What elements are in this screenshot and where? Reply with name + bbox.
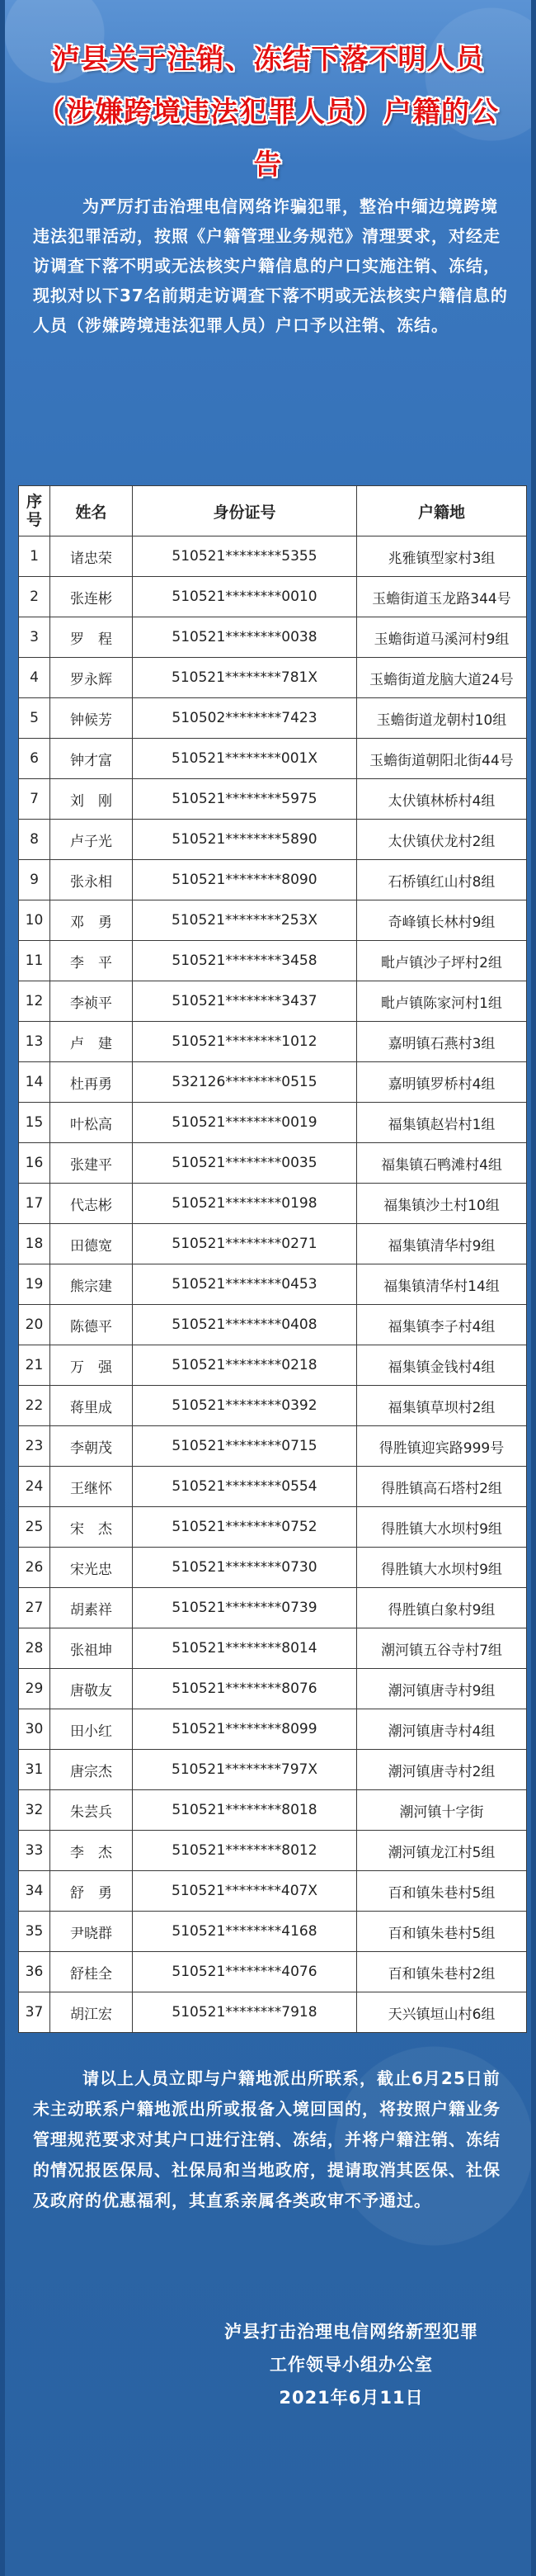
header-name: 姓名: [50, 486, 133, 536]
cell-name: 张祖坤: [50, 1628, 133, 1669]
cell-name: 熊宗建: [50, 1264, 133, 1305]
cell-id: 510521********781X: [133, 658, 357, 698]
cell-id: 510521********0453: [133, 1264, 357, 1305]
table-row: [19, 1709, 527, 1750]
cell-no: 27: [19, 1588, 50, 1628]
table-row: [19, 1103, 527, 1143]
cell-no: 24: [19, 1467, 50, 1507]
cell-no: 29: [19, 1669, 50, 1709]
intro-paragraph: 为严厉打击治理电信网络诈骗犯罪，整治中缅边境跨境违法犯罪活动，按照《户籍管理业务规范》清理要求，对经走访调查下落不明或无法核实户籍信息的户口实施注销、冻结，现拟对以下37名前期走访调查下落不明或无法核实户籍信息的人员（涉嫌跨境违法犯罪人员）户口予以注销、冻结。: [33, 196, 508, 335]
cell-household: 玉蟾街道朝阳北街44号: [357, 739, 527, 779]
cell-household: 石桥镇红山村8组: [357, 860, 527, 900]
cell-name: 张永相: [50, 860, 133, 900]
table-row: [19, 1224, 527, 1264]
cell-name: 卢 建: [50, 1022, 133, 1062]
table-row: [19, 860, 527, 900]
table-body: [19, 536, 527, 2033]
cell-household: 嘉明镇罗桥村4组: [357, 1062, 527, 1103]
cell-id: 510521********0408: [133, 1305, 357, 1345]
cell-no: 22: [19, 1386, 50, 1426]
cell-no: 34: [19, 1871, 50, 1912]
cell-id: 510521********5355: [133, 536, 357, 577]
cell-name: 胡江宏: [50, 1992, 133, 2033]
cell-household: 太伏镇林桥村4组: [357, 779, 527, 820]
table-row: [19, 900, 527, 941]
cell-id: 510521********0038: [133, 617, 357, 658]
cell-name: 朱芸兵: [50, 1790, 133, 1831]
cell-id: 510521********0010: [133, 577, 357, 617]
cell-household: 福集镇金钱村4组: [357, 1345, 527, 1386]
cell-id: 510521********8018: [133, 1790, 357, 1831]
cell-no: 26: [19, 1548, 50, 1588]
cell-name: 代志彬: [50, 1184, 133, 1224]
table-row: [19, 1790, 527, 1831]
table-row: [19, 1912, 527, 1952]
cell-household: 得胜镇高石塔村2组: [357, 1467, 527, 1507]
table-row: [19, 1022, 527, 1062]
cell-name: 宋光忠: [50, 1548, 133, 1588]
cell-name: 胡素祥: [50, 1588, 133, 1628]
cell-household: 兆雅镇型家村3组: [357, 536, 527, 577]
table-row: [19, 1750, 527, 1790]
cell-no: 2: [19, 577, 50, 617]
table-header-row: [19, 486, 527, 536]
cell-name: 李朝茂: [50, 1426, 133, 1467]
cell-no: 5: [19, 698, 50, 739]
cell-no: 12: [19, 981, 50, 1022]
cell-name: 张连彬: [50, 577, 133, 617]
cell-name: 陈德平: [50, 1305, 133, 1345]
cell-name: 钟才富: [50, 739, 133, 779]
cell-name: 诸忠荣: [50, 536, 133, 577]
header-household: 户籍地: [357, 486, 527, 536]
cell-no: 1: [19, 536, 50, 577]
cell-id: 510521********4076: [133, 1952, 357, 1992]
cell-id: 510521********0198: [133, 1184, 357, 1224]
cell-no: 13: [19, 1022, 50, 1062]
cell-name: 刘 刚: [50, 779, 133, 820]
cell-household: 得胜镇大水坝村9组: [357, 1548, 527, 1588]
cell-id: 510521********0554: [133, 1467, 357, 1507]
cell-id: 510521********8012: [133, 1831, 357, 1871]
cell-household: 嘉明镇石燕村3组: [357, 1022, 527, 1062]
cell-household: 玉蟾街道玉龙路344号: [357, 577, 527, 617]
cell-no: 30: [19, 1709, 50, 1750]
cell-no: 9: [19, 860, 50, 900]
cell-no: 35: [19, 1912, 50, 1952]
cell-name: 卢子光: [50, 820, 133, 860]
cell-name: 李 平: [50, 941, 133, 981]
table-row: [19, 1426, 527, 1467]
cell-id: 532126********0515: [133, 1062, 357, 1103]
cell-name: 田德宽: [50, 1224, 133, 1264]
cell-no: 8: [19, 820, 50, 860]
cell-household: 毗卢镇沙子坪村2组: [357, 941, 527, 981]
cell-household: 得胜镇迎宾路999号: [357, 1426, 527, 1467]
table-row: [19, 779, 527, 820]
cell-household: 潮河镇唐寺村9组: [357, 1669, 527, 1709]
cell-no: 28: [19, 1628, 50, 1669]
cell-household: 潮河镇十字街: [357, 1790, 527, 1831]
cell-id: 510521********797X: [133, 1750, 357, 1790]
cell-id: 510521********3437: [133, 981, 357, 1022]
cell-id: 510502********7423: [133, 698, 357, 739]
table-row: [19, 658, 527, 698]
cell-no: 32: [19, 1790, 50, 1831]
table-row: [19, 739, 527, 779]
cell-no: 23: [19, 1426, 50, 1467]
table-row: [19, 1184, 527, 1224]
persons-table: [18, 485, 527, 2033]
table-row: [19, 577, 527, 617]
cell-household: 福集镇李子村4组: [357, 1305, 527, 1345]
cell-name: 钟候芳: [50, 698, 133, 739]
cell-no: 21: [19, 1345, 50, 1386]
cell-id: 510521********8099: [133, 1709, 357, 1750]
table-row: [19, 820, 527, 860]
title-line-2: （涉嫌跨境违法犯罪人员）户籍的公告: [37, 96, 499, 182]
cell-no: 18: [19, 1224, 50, 1264]
cell-id: 510521********0271: [133, 1224, 357, 1264]
cell-household: 潮河镇唐寺村2组: [357, 1750, 527, 1790]
cell-name: 李 杰: [50, 1831, 133, 1871]
cell-household: 潮河镇五谷寺村7组: [357, 1628, 527, 1669]
cell-household: 得胜镇大水坝村9组: [357, 1507, 527, 1548]
cell-no: 10: [19, 900, 50, 941]
cell-household: 潮河镇唐寺村4组: [357, 1709, 527, 1750]
cell-household: 百和镇朱巷村5组: [357, 1912, 527, 1952]
cell-id: 510521********5890: [133, 820, 357, 860]
cell-name: 宋 杰: [50, 1507, 133, 1548]
title-line-1: 泸县关于注销、冻结下落不明人员: [51, 43, 485, 76]
cell-name: 叶松高: [50, 1103, 133, 1143]
cell-name: 舒 勇: [50, 1871, 133, 1912]
cell-id: 510521********253X: [133, 900, 357, 941]
table-row: [19, 1548, 527, 1588]
cell-no: 4: [19, 658, 50, 698]
table-row: [19, 1143, 527, 1184]
cell-no: 7: [19, 779, 50, 820]
persons-table-container: [18, 485, 526, 2033]
cell-no: 6: [19, 739, 50, 779]
cell-id: 510521********0019: [133, 1103, 357, 1143]
table-row: [19, 1345, 527, 1386]
table-row: [19, 1386, 527, 1426]
cell-household: 福集镇沙土村10组: [357, 1184, 527, 1224]
signature-org-line-1: 泸县打击治理电信网络新型犯罪: [224, 2322, 478, 2342]
cell-household: 毗卢镇陈家河村1组: [357, 981, 527, 1022]
table-row: [19, 1467, 527, 1507]
cell-household: 福集镇赵岩村1组: [357, 1103, 527, 1143]
table-row: [19, 617, 527, 658]
table-row: [19, 1992, 527, 2033]
cell-household: 玉蟾街道马溪河村9组: [357, 617, 527, 658]
table-row: [19, 1831, 527, 1871]
cell-no: 36: [19, 1952, 50, 1992]
cell-no: 19: [19, 1264, 50, 1305]
table-row: [19, 1062, 527, 1103]
cell-no: 15: [19, 1103, 50, 1143]
signature-date: 2021年6月11日: [279, 2388, 424, 2408]
cell-no: 37: [19, 1992, 50, 2033]
cell-name: 李祯平: [50, 981, 133, 1022]
cell-name: 田小红: [50, 1709, 133, 1750]
signature-org-line-2: 工作领导小组办公室: [270, 2355, 433, 2375]
cell-id: 510521********8014: [133, 1628, 357, 1669]
cell-household: 玉蟾街道龙朝村10组: [357, 698, 527, 739]
cell-household: 玉蟾街道龙脑大道24号: [357, 658, 527, 698]
cell-household: 福集镇清华村14组: [357, 1264, 527, 1305]
cell-id: 510521********7918: [133, 1992, 357, 2033]
cell-no: 14: [19, 1062, 50, 1103]
table-row: [19, 981, 527, 1022]
table-row: [19, 1669, 527, 1709]
table-row: [19, 941, 527, 981]
table-row: [19, 1305, 527, 1345]
header-no: 序号: [19, 486, 50, 536]
table-row: [19, 1952, 527, 1992]
cell-household: 百和镇朱巷村2组: [357, 1952, 527, 1992]
cell-household: 潮河镇龙江村5组: [357, 1831, 527, 1871]
cell-name: 罗永辉: [50, 658, 133, 698]
cell-id: 510521********1012: [133, 1022, 357, 1062]
cell-id: 510521********0392: [133, 1386, 357, 1426]
cell-id: 510521********8090: [133, 860, 357, 900]
cell-no: 31: [19, 1750, 50, 1790]
cell-no: 20: [19, 1305, 50, 1345]
cell-name: 舒桂全: [50, 1952, 133, 1992]
cell-name: 张建平: [50, 1143, 133, 1184]
cell-id: 510521********407X: [133, 1871, 357, 1912]
cell-id: 510521********0730: [133, 1548, 357, 1588]
cell-id: 510521********0218: [133, 1345, 357, 1386]
table-row: [19, 1628, 527, 1669]
cell-no: 16: [19, 1143, 50, 1184]
cell-name: 万 强: [50, 1345, 133, 1386]
cell-name: 唐宗杰: [50, 1750, 133, 1790]
cell-household: 奇峰镇长林村9组: [357, 900, 527, 941]
cell-household: 福集镇草坝村2组: [357, 1386, 527, 1426]
table-row: [19, 536, 527, 577]
cell-name: 罗 程: [50, 617, 133, 658]
cell-no: 3: [19, 617, 50, 658]
cell-no: 25: [19, 1507, 50, 1548]
cell-id: 510521********0715: [133, 1426, 357, 1467]
cell-no: 17: [19, 1184, 50, 1224]
cell-name: 邓 勇: [50, 900, 133, 941]
cell-household: 百和镇朱巷村5组: [357, 1871, 527, 1912]
cell-id: 510521********5975: [133, 779, 357, 820]
cell-id: 510521********001X: [133, 739, 357, 779]
table-row: [19, 698, 527, 739]
cell-id: 510521********0035: [133, 1143, 357, 1184]
signature-block: [224, 2315, 478, 2414]
cell-household: 福集镇清华村9组: [357, 1224, 527, 1264]
cell-no: 33: [19, 1831, 50, 1871]
cell-name: 蒋里成: [50, 1386, 133, 1426]
cell-household: 太伏镇伏龙村2组: [357, 820, 527, 860]
cell-name: 尹晓群: [50, 1912, 133, 1952]
cell-id: 510521********8076: [133, 1669, 357, 1709]
cell-id: 510521********0739: [133, 1588, 357, 1628]
table-row: [19, 1588, 527, 1628]
table-row: [19, 1871, 527, 1912]
cell-id: 510521********0752: [133, 1507, 357, 1548]
cell-name: 王继怀: [50, 1467, 133, 1507]
header-id: 身份证号: [133, 486, 357, 536]
cell-no: 11: [19, 941, 50, 981]
table-row: [19, 1507, 527, 1548]
cell-name: 唐敬友: [50, 1669, 133, 1709]
cell-household: 得胜镇白象村9组: [357, 1588, 527, 1628]
cell-household: 天兴镇垣山村6组: [357, 1992, 527, 2033]
outro-paragraph: 请以上人员立即与户籍地派出所联系，截止6月25日前未主动联系户籍地派出所或报备入境回国的，将按照户籍业务管理规范要求对其户口进行注销、冻结，并将户籍注销、冻结的情况报医保局、社保局和当地政府，提请取消其医保、社保及政府的优惠福利，其直系亲属各类政审不予通过。: [33, 2068, 501, 2210]
cell-id: 510521********4168: [133, 1912, 357, 1952]
cell-id: 510521********3458: [133, 941, 357, 981]
cell-name: 杜再勇: [50, 1062, 133, 1103]
notice-title: [23, 33, 513, 182]
cell-household: 福集镇石鸭滩村4组: [357, 1143, 527, 1184]
table-row: [19, 1264, 527, 1305]
